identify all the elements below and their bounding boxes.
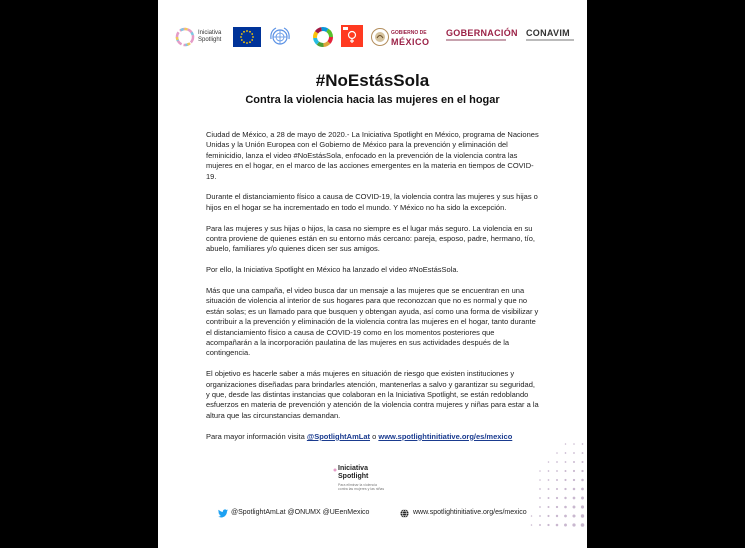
decorative-dot	[539, 524, 541, 526]
decorative-dot	[564, 515, 567, 518]
decorative-dot	[556, 452, 558, 454]
decorative-dot	[556, 515, 558, 517]
sdg-wheel-icon	[311, 25, 335, 49]
decorative-dot	[548, 479, 550, 481]
decorative-dot	[531, 515, 533, 517]
decorative-dot	[539, 488, 541, 490]
decorative-dot	[573, 470, 575, 472]
more-info-line	[206, 432, 540, 442]
decorative-dot	[565, 443, 567, 445]
page-subtitle: Contra la violencia hacia las mujeres en el hogar	[245, 94, 500, 106]
social-handles[interactable]: @SpotlightAmLat @ONUMX @UEenMexico	[231, 509, 370, 516]
footer-spotlight-tagline: Para eliminar la violencia contra las mujeres y las niñas	[338, 483, 385, 491]
decorative-dot	[547, 524, 549, 526]
decorative-dot	[556, 461, 558, 463]
twitter-icon	[218, 509, 228, 518]
decorative-dot	[564, 497, 566, 499]
press-release-body	[206, 130, 540, 452]
decorative-dot	[556, 497, 558, 499]
un-emblem-icon	[268, 25, 292, 49]
conavim-underline	[526, 39, 574, 41]
paragraph: El objetivo es hacerle saber a más mujeres en situación de riesgo que existen instituciones y organizaciones diseñadas para brindarles atención, mantenerlas a salvo y garantizar su seguridad, y que, desde las distintas instancias que colaboran en la Iniciativa Spotlight, se están redoblando esfuerzos en materia de prevención y atención de la violencia contra mujeres y niñas para estar a la altura que las circunstancias demandan.	[206, 369, 539, 420]
decorative-dot	[582, 443, 584, 445]
decorative-dot	[573, 506, 576, 509]
decorative-dot	[556, 488, 558, 490]
decorative-dot	[539, 470, 541, 472]
paragraph: Por ello, la Iniciativa Spotlight en México ha lanzado el video #NoEstásSola.	[206, 265, 459, 275]
decorative-dots-pattern	[517, 420, 587, 530]
decorative-dot	[564, 488, 566, 490]
spotlight-handle-link[interactable]: @SpotlightAmLat	[306, 431, 371, 441]
decorative-dot	[581, 461, 583, 463]
partner-logos	[158, 22, 587, 58]
paragraph: Ciudad de México, a 28 de mayo de 2020.- La Iniciativa Spotlight en México, programa de Naciones Unidas y la Unión Europea con el Gobierno de México para la prevención y eliminación del feminicidio, lanza el video #NoEstásSola, enfocado en la prevención de la violencia contra las mujeres en el hogar, en el marco de las acciones emergentes en la materia en tiempos de COVID-19.	[206, 130, 539, 181]
decorative-dot	[556, 524, 559, 527]
decorative-dot	[572, 523, 575, 526]
decorative-dot	[581, 514, 584, 517]
decorative-dot	[547, 515, 549, 517]
decorative-dot	[581, 505, 584, 508]
paragraph: Más que una campaña, el video busca dar un mensaje a las mujeres que se encuentran en una situación de violencia al interior de sus hogares para que reconozcan que no es normal y que no están solas; es un llamado para que busquen y obtengan ayuda, así como una forma de visibilizar y contribuir a la prevención y eliminación de la violencia contra las mujeres en el hogar, tanto durante el distanciamiento físico a causa de COVID-19 como en los momentos posteriores que acompañarán a la incorporación paulatina de las mujeres en sus actividades después de la contingencia.	[206, 286, 539, 358]
gobierno-label: GOBIERNO DE	[391, 30, 427, 36]
decorative-dot	[564, 506, 567, 509]
decorative-dot	[548, 461, 550, 463]
decorative-dot	[539, 479, 541, 481]
decorative-dot	[548, 470, 550, 472]
decorative-dot	[531, 524, 533, 526]
decorative-dot	[565, 461, 567, 463]
decorative-dot	[581, 523, 585, 527]
decorative-dot	[573, 497, 576, 500]
decorative-dot	[556, 506, 558, 508]
decorative-dot	[581, 488, 584, 491]
press-release-page	[158, 0, 587, 548]
conavim-logo: CONAVIM	[526, 28, 570, 38]
paragraph: Para las mujeres y sus hijas o hijos, la casa no siempre es el lugar más seguro. La violencia en su contra proviene de quienes están en su entorno más cercano: pareja, esposo, padre, hermano, tío, abuelo, familiares y/o quienes dicen ser sus amigos.	[206, 223, 535, 254]
spotlight-logo-icon	[175, 27, 195, 47]
footer-social	[218, 507, 369, 519]
decorative-dot	[572, 514, 575, 517]
decorative-dot	[565, 452, 567, 454]
sdg5-gender-icon	[341, 25, 363, 47]
footer-spotlight-logo-text: Iniciativa Spotlight	[338, 465, 369, 480]
decorative-dot	[581, 479, 584, 482]
page-title: #NoEstásSola	[315, 71, 430, 90]
decorative-dot	[556, 470, 558, 472]
eu-flag-icon	[233, 27, 261, 47]
decorative-dot	[564, 479, 566, 481]
decorative-dot	[539, 515, 541, 517]
decorative-dot	[548, 497, 550, 499]
decorative-dot	[581, 470, 583, 472]
footer-spotlight-mark-icon	[333, 468, 337, 472]
decorative-dot	[556, 479, 558, 481]
website-url[interactable]: www.spotlightinitiative.org/es/mexico	[413, 509, 527, 516]
decorative-dot	[565, 470, 567, 472]
decorative-dot	[581, 497, 584, 500]
decorative-dot	[564, 524, 567, 527]
decorative-dot	[539, 506, 541, 508]
decorative-dot	[582, 452, 584, 454]
gobernacion-underline	[446, 39, 506, 41]
decorative-dot	[548, 488, 550, 490]
decorative-dot	[539, 497, 541, 499]
decorative-dot	[547, 506, 549, 508]
decorative-dot	[573, 443, 575, 445]
decorative-dot	[573, 488, 576, 491]
decorative-dot	[573, 452, 575, 454]
footer-website	[400, 507, 527, 519]
gobierno-mexico-label: MÉXICO	[391, 37, 430, 47]
decorative-dot	[573, 479, 575, 481]
mexico-seal-icon	[370, 27, 390, 47]
spotlight-website-link[interactable]: www.spotlightinitiative.org/es/mexico	[378, 431, 513, 441]
spotlight-logo-text: Iniciativa Spotlight	[198, 30, 222, 43]
more-info-prefix: Para mayor información visita	[206, 431, 307, 441]
decorative-dot	[573, 461, 575, 463]
globe-icon	[400, 509, 409, 518]
gobernacion-logo: GOBERNACIÓN	[446, 28, 518, 38]
paragraph: Durante el distanciamiento físico a causa de COVID-19, la violencia contra las mujeres y sus hijas o hijos en el hogar se ha incrementado en todo el mundo. Y México no ha sido la excepción.	[206, 192, 538, 212]
more-info-connector: o	[370, 431, 379, 441]
